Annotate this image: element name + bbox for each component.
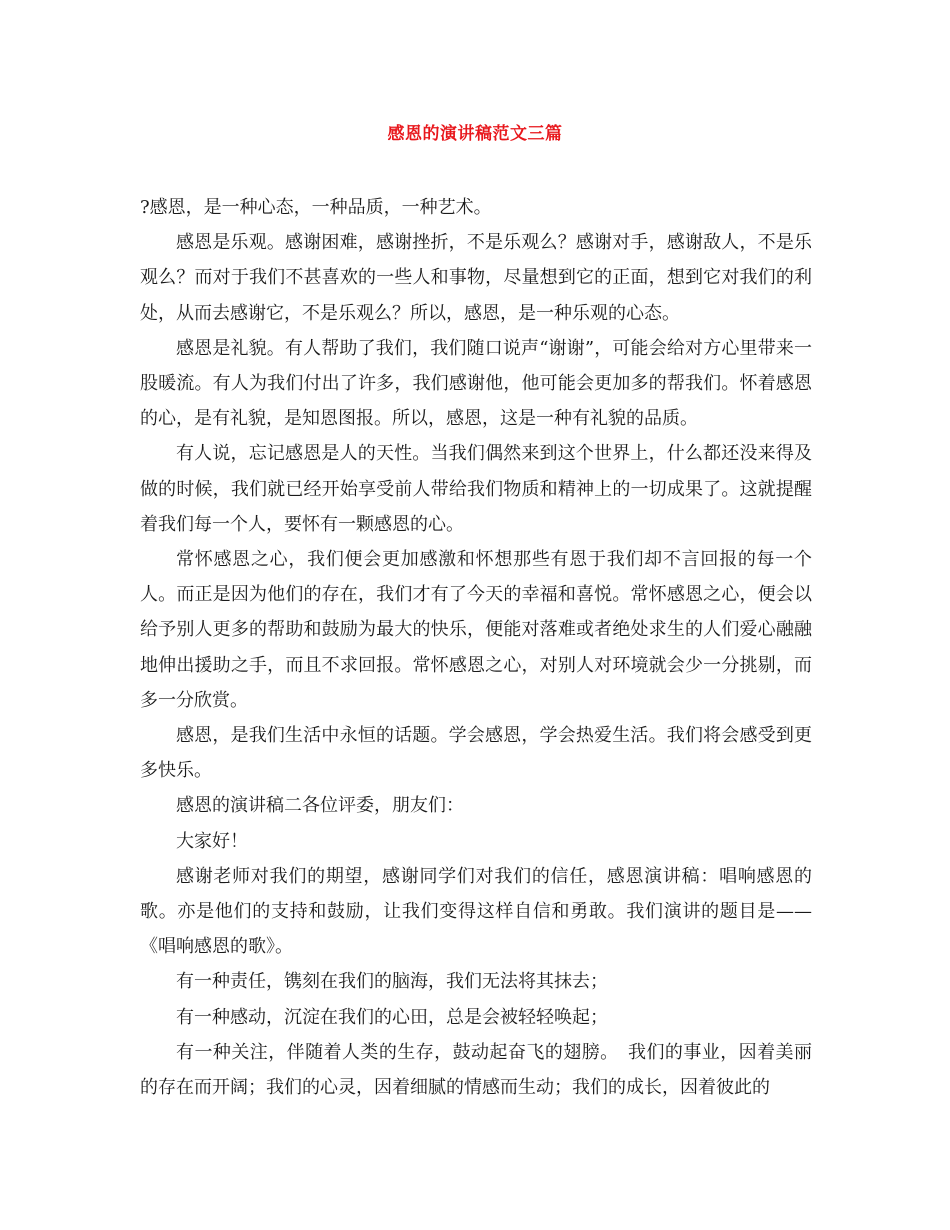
paragraph: 大家好！ [176, 830, 248, 852]
paragraph: 感恩，是我们生活中永恒的话题。学会感恩，学会热爱生活。我们将会感受到更多快乐。 [140, 725, 812, 782]
paragraph: 有一种责任，镌刻在我们的脑海，我们无法将其抹去； [176, 971, 608, 993]
paragraph: 有一种感动，沉淀在我们的心田，总是会被轻轻唤起； [176, 1006, 608, 1028]
paragraph: 常怀感恩之心，我们便会更加感激和怀想那些有恩于我们却不言回报的每一个人。而正是因为他们的存在，我们才有了今天的幸福和喜悦。常怀感恩之心，便会以给予别人更多的帮助和鼓励为最大的快乐，便能对落难或者绝处求生的人们爱心融融地伸出援助之手，而且不求回报。常怀感恩之心，对别人对环境就会少一分挑剔，而多一分欣赏。 [140, 549, 812, 711]
paragraph: 感恩是礼貌。有人帮助了我们，我们随口说声“谢谢”，可能会给对方心里带来一股暖流。有人为我们付出了许多，我们感谢他，他可能会更加多的帮我们。怀着感恩的心，是有礼貌，是知恩图报。所以，感恩，这是一种有礼貌的品质。 [140, 337, 812, 430]
paragraph: 有一种关注，伴随着人类的生存，鼓动起奋飞的翅膀。 我们的事业，因着美丽的存在而开阔；我们的心灵，因着细腻的情感而生动；我们的成长，因着彼此的 [140, 1041, 812, 1099]
paragraph: 感谢老师对我们的期望，感谢同学们对我们的信任，感恩演讲稿：唱响感恩的歌。亦是他们的支持和鼓励，让我们变得这样自信和勇敢。我们演讲的题目是——《唱响感恩的歌》。 [140, 865, 812, 958]
paragraph: 感恩是乐观。感谢困难，感谢挫折，不是乐观么？感谢对手，感谢敌人，不是乐观么？而对于我们不甚喜欢的一些人和事物，尽量想到它的正面，想到它对我们的利处，从而去感谢它，不是乐观么？所以，感恩，是一种乐观的心态。 [140, 232, 812, 324]
document-title: 感恩的演讲稿范文三篇 [387, 124, 563, 144]
document-body [140, 190, 812, 1105]
paragraph: ?感恩，是一种心态，一种品质，一种艺术。 [140, 197, 492, 218]
paragraph: 感恩的演讲稿二各位评委，朋友们： [176, 795, 464, 817]
paragraph: 有人说，忘记感恩是人的天性。当我们偶然来到这个世界上，什么都还没来得及做的时候，我们就已经开始享受前人带给我们物质和精神上的一切成果了。这就提醒着我们每一个人，要怀有一颗感恩的心。 [140, 443, 812, 535]
